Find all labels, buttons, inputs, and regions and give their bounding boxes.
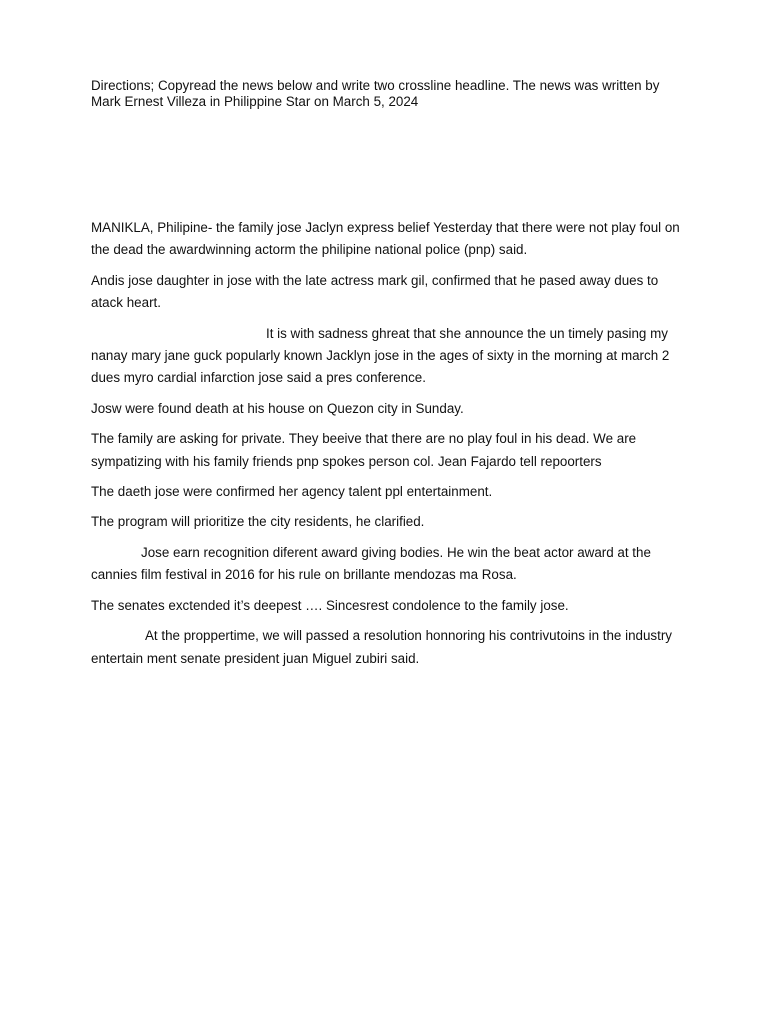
article-paragraph: The family are asking for private. They beeive that there are no play foul in his dead. We are sympatizing with his family friends pnp spokes person col. Jean Fajardo tell repoorters: [91, 431, 637, 469]
article-paragraph: It is with sadness ghreat that she announce the un timely pasing my nanay mary jane guck popularly known Jacklyn jose in the ages of sixty in the morning at march 2 dues myro cardial infarction jose said a pres conference.: [91, 325, 670, 386]
article-paragraph: MANIKLA, Philipine- the family jose Jaclyn express belief Yesterday that there were not play foul on the dead the awardwinning actorm the philipine national police (pnp) said.: [91, 220, 680, 258]
article-paragraph: Jose earn recognition diferent award giving bodies. He win the beat actor award at the cannies film festival in 2016 for his rule on brillante mendozas ma Rosa.: [91, 544, 651, 583]
article-paragraph: The senates exctended it’s deepest …. Sincesrest condolence to the family jose.: [91, 597, 569, 613]
article-paragraph: At the proppertime, we will passed a resolution honnoring his contrivutoins in the industry entertain ment senate president juan Miguel zubiri said.: [91, 628, 672, 666]
news-article: [91, 217, 687, 678]
article-paragraph: Andis jose daughter in jose with the late actress mark gil, confirmed that he pased away dues to atack heart.: [91, 272, 659, 311]
directions-text: Directions; Copyread the news below and write two crossline headline. The news was written by Mark Ernest Villeza in Philippine Star on March 5, 2024: [91, 78, 660, 109]
article-paragraph: The daeth jose were confirmed her agency talent ppl entertainment.: [91, 484, 493, 500]
article-paragraph: The program will prioritize the city residents, he clarified.: [91, 514, 425, 530]
article-paragraph: Josw were found death at his house on Quezon city in Sunday.: [91, 400, 464, 416]
